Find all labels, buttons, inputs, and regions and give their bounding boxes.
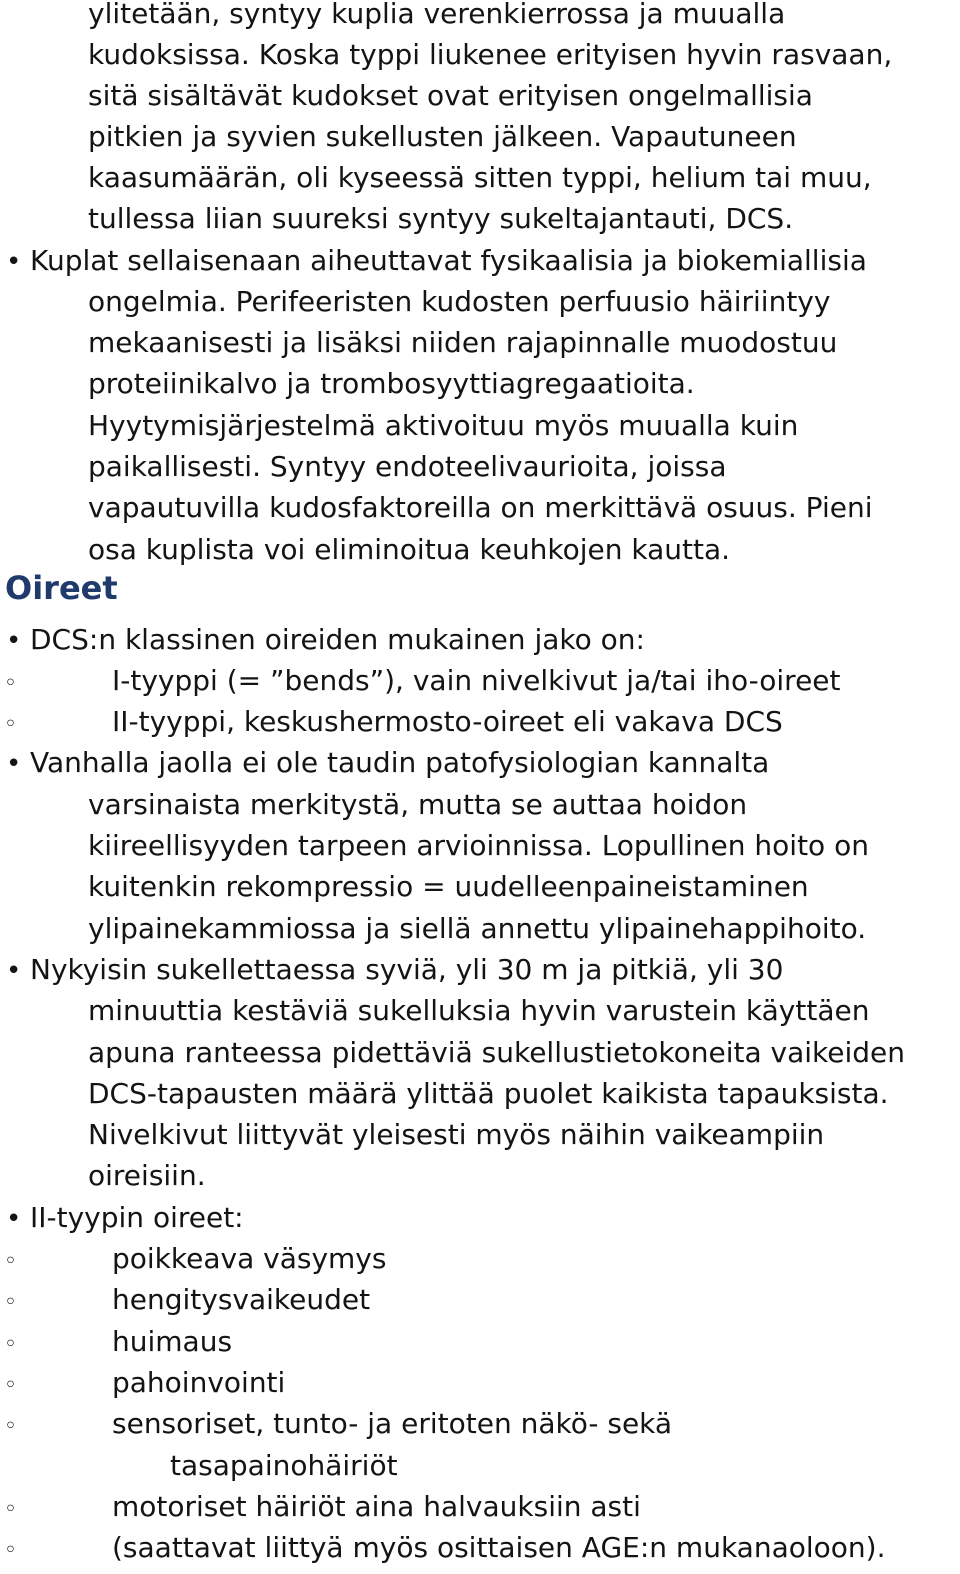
sub-bullet-marker: ◦ — [4, 1538, 17, 1563]
text-line: tasapainohäiriöt — [170, 1449, 398, 1482]
text-line: Nykyisin sukellettaessa syviä, yli 30 m ja pitkiä, yli 30 — [30, 953, 784, 986]
text-line: pahoinvointi — [112, 1366, 286, 1399]
text-line: huimaus — [112, 1325, 233, 1358]
sub-bullet-marker: ◦ — [4, 1290, 17, 1315]
text-line: Kuplat sellaisenaan aiheuttavat fysikaalisia ja biokemiallisia — [30, 244, 867, 277]
text-line: ongelmia. Perifeeristen kudosten perfuusio häiriintyy — [88, 285, 831, 318]
text-line: tullessa liian suureksi syntyy sukeltajantauti, DCS. — [88, 202, 794, 235]
sub-bullet-marker: ◦ — [4, 1373, 17, 1398]
sub-bullet-item — [4, 1279, 370, 1320]
sub-bullet-item — [4, 660, 841, 701]
text-line: proteiinikalvo ja trombosyyttiagregaatioita. — [88, 367, 695, 400]
bullet-item — [6, 949, 783, 990]
text-line: sitä sisältävät kudokset ovat erityisen ongelmallisia — [88, 79, 813, 112]
text-line: ylitetään, syntyy kuplia verenkierrossa ja muualla — [88, 0, 786, 30]
sub-bullet-item — [4, 1486, 641, 1527]
sub-bullet-item — [4, 701, 783, 742]
sub-bullet-marker: ◦ — [4, 1332, 17, 1357]
text-line: varsinaista merkitystä, mutta se auttaa hoidon — [88, 788, 748, 821]
text-line: vapautuvilla kudosfaktoreilla on merkittävä osuus. Pieni — [88, 491, 873, 524]
sub-bullet-item — [4, 1321, 232, 1362]
text-line: apuna ranteessa pidettäviä sukellustietokoneita vaikeiden — [88, 1036, 906, 1069]
sub-bullet-item — [4, 1403, 672, 1444]
text-line: poikkeava väsymys — [112, 1242, 387, 1275]
section-heading: Oireet — [5, 569, 118, 607]
text-line: II-tyypin oireet: — [30, 1201, 244, 1234]
bullet-item — [6, 619, 645, 660]
sub-bullet-item — [4, 1362, 285, 1403]
bullet-marker: • — [6, 1204, 22, 1234]
bullet-marker: • — [6, 626, 22, 656]
text-line: oireisiin. — [88, 1159, 206, 1192]
text-line: Hyytymisjärjestelmä aktivoituu myös muualla kuin — [88, 409, 799, 442]
bullet-item — [6, 742, 769, 783]
sub-bullet-marker: ◦ — [4, 1414, 17, 1439]
text-line: ylipainekammiossa ja siellä annettu ylipainehappihoito. — [88, 912, 867, 945]
text-line: minuuttia kestäviä sukelluksia hyvin varustein käyttäen — [88, 994, 870, 1027]
sub-bullet-item — [4, 1238, 386, 1279]
text-line: DCS:n klassinen oireiden mukainen jako on: — [30, 623, 645, 656]
text-line: kudoksissa. Koska typpi liukenee erityisen hyvin rasvaan, — [88, 38, 893, 71]
bullet-marker: • — [6, 247, 22, 277]
text-line: kiireellisyyden tarpeen arvioinnissa. Lopullinen hoito on — [88, 829, 869, 862]
text-line: paikallisesti. Syntyy endoteelivaurioita, joissa — [88, 450, 727, 483]
sub-bullet-item — [4, 1527, 885, 1568]
text-line: sensoriset, tunto- ja eritoten näkö- sekä — [112, 1407, 673, 1440]
sub-bullet-marker: ◦ — [4, 671, 17, 696]
bullet-item — [6, 240, 867, 281]
text-line: (saattavat liittyä myös osittaisen AGE:n mukanaoloon). — [112, 1531, 886, 1564]
text-line: DCS-tapausten määrä ylittää puolet kaikista tapauksista. — [88, 1077, 889, 1110]
sub-bullet-marker: ◦ — [4, 1249, 17, 1274]
sub-bullet-marker: ◦ — [4, 1497, 17, 1522]
text-line: Nivelkivut liittyvät yleisesti myös näihin vaikeampiin — [88, 1118, 825, 1151]
bullet-item — [6, 1197, 244, 1238]
text-line: pitkien ja syvien sukellusten jälkeen. Vapautuneen — [88, 120, 797, 153]
text-line: kuitenkin rekompressio = uudelleenpaineistaminen — [88, 870, 809, 903]
text-line: hengitysvaikeudet — [112, 1283, 371, 1316]
text-line: motoriset häiriöt aina halvauksiin asti — [112, 1490, 641, 1523]
text-line: I-tyyppi (= ”bends”), vain nivelkivut ja/tai iho-oireet — [112, 664, 841, 697]
sub-bullet-marker: ◦ — [4, 712, 17, 737]
text-line: Vanhalla jaolla ei ole taudin patofysiologian kannalta — [30, 746, 770, 779]
text-line: osa kuplista voi eliminoitua keuhkojen kautta. — [88, 533, 731, 566]
bullet-marker: • — [6, 749, 22, 779]
text-line: mekaanisesti ja lisäksi niiden rajapinnalle muodostuu — [88, 326, 838, 359]
text-line: II-tyyppi, keskushermosto-oireet eli vakava DCS — [112, 705, 783, 738]
bullet-marker: • — [6, 956, 22, 986]
text-line: kaasumäärän, oli kyseessä sitten typpi, helium tai muu, — [88, 161, 872, 194]
